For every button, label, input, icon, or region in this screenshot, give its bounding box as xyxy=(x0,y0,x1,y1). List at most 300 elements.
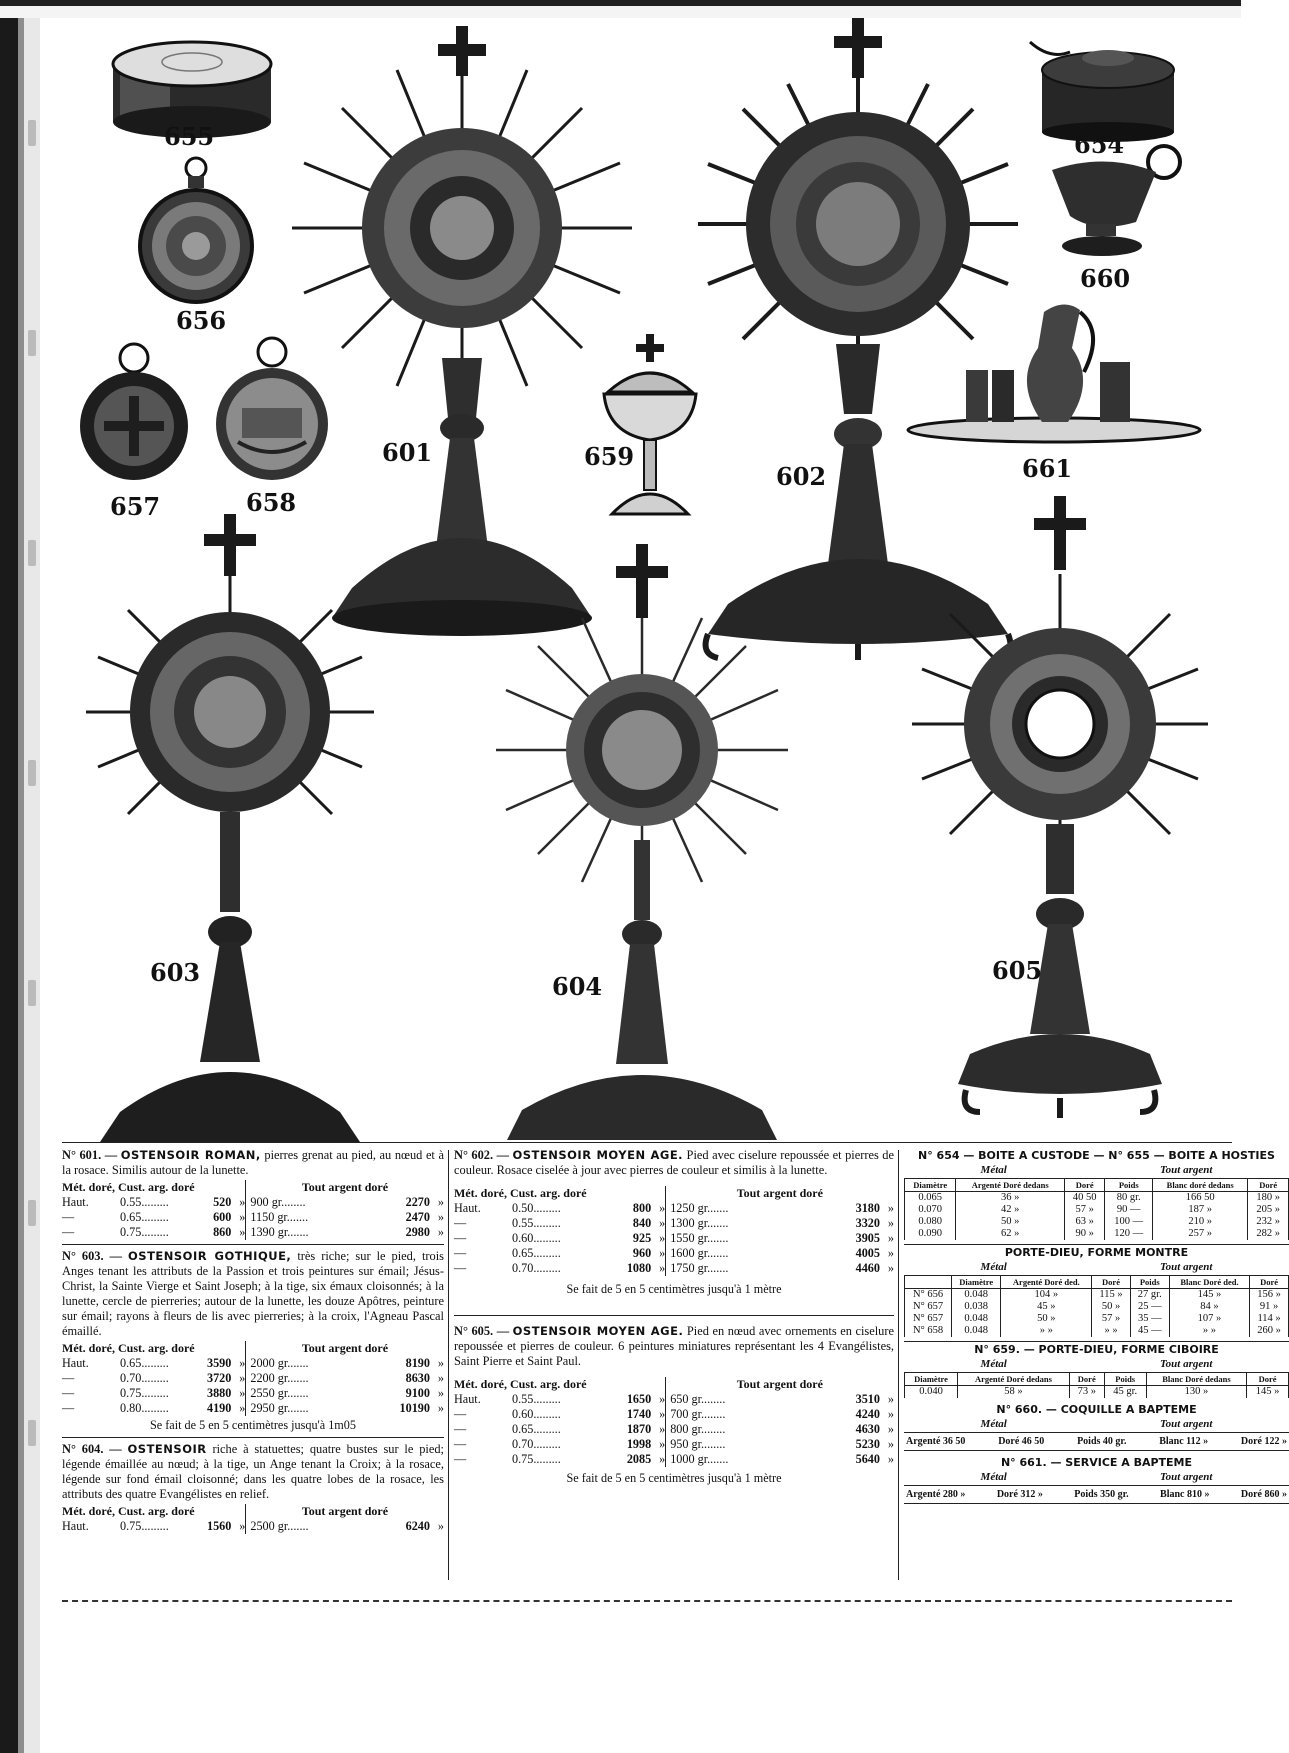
height-value: 0.60......... xyxy=(512,1407,561,1421)
entry-title: OSTENSOIR MOYEN AGE. xyxy=(512,1324,684,1338)
table-cell: 205 » xyxy=(1248,1204,1289,1216)
price-row xyxy=(454,1392,894,1407)
silver-price xyxy=(665,1392,894,1407)
column-header: Diamètre xyxy=(905,1373,958,1386)
silver-price xyxy=(665,1246,894,1261)
price-item: Argenté 280 » xyxy=(906,1489,966,1500)
table-cell: 0.090 xyxy=(905,1228,956,1240)
metal-price xyxy=(454,1452,665,1467)
table-subhead-silver: Tout argent xyxy=(1159,1261,1213,1273)
metal-price xyxy=(62,1371,245,1386)
entry-description: très riche; sur le pied, trois Anges tenant les attributs de la Passion et trois peintures sur émail; Jésus-Christ, la Sainte Vierge et Saint Joseph; à la tige, six émaux cloisonnés; à la lunette, cercle de pierreries; autour de la lunette, les douze Apôtres, peinture sur émail; rayons à fleurs de lis avec pierreries; à la croix, l'Agneau Pascal émaillé. xyxy=(62,1249,444,1338)
ditto-mark: » xyxy=(887,1437,894,1451)
metal-price-value: 2085 xyxy=(626,1452,652,1466)
height-value: 0.65......... xyxy=(120,1356,169,1370)
entry-description: Pied avec ciselure repoussée et pierres de couleur. Rosace ciselée à jour avec pierres de couleur et similis à la lunette. xyxy=(454,1148,894,1177)
table-cell: » » xyxy=(1092,1325,1130,1337)
silver-weight: 900 gr........ xyxy=(250,1195,306,1209)
table-cell: 282 » xyxy=(1248,1228,1289,1240)
entry-title: OSTENSOIR ROMAN, xyxy=(120,1148,261,1162)
price-header-silver: Tout argent doré xyxy=(245,1180,444,1195)
height-label: — xyxy=(454,1437,467,1451)
table-cell: » » xyxy=(1169,1325,1249,1337)
ditto-mark: » xyxy=(239,1356,246,1370)
silver-weight: 1000 gr....... xyxy=(670,1452,729,1466)
figure-number: 601 xyxy=(382,438,433,467)
metal-price xyxy=(454,1392,665,1407)
entry-number: N° 605. — xyxy=(454,1324,510,1338)
metal-price-value: 925 xyxy=(632,1231,652,1245)
price-rows xyxy=(454,1392,894,1467)
entry-title: OSTENSOIR MOYEN AGE. xyxy=(512,1148,684,1162)
metal-price-value: 800 xyxy=(632,1201,652,1215)
ditto-mark: » xyxy=(887,1392,894,1406)
table-cell: 45 — xyxy=(1130,1325,1169,1337)
silver-price xyxy=(245,1401,444,1416)
height-label: Haut. xyxy=(454,1392,481,1406)
table-cell: 0.048 xyxy=(952,1325,1001,1337)
table-cell: 62 » xyxy=(956,1228,1065,1240)
table-cell: 36 » xyxy=(956,1192,1065,1205)
metal-price-value: 960 xyxy=(632,1246,652,1260)
silver-price-value: 5230 xyxy=(855,1437,880,1451)
silver-price xyxy=(245,1386,444,1401)
ditto-mark: » xyxy=(239,1401,246,1415)
price-rows xyxy=(62,1195,444,1240)
silver-weight: 1150 gr....... xyxy=(250,1210,309,1224)
height-label: — xyxy=(62,1401,75,1415)
price-row xyxy=(454,1407,894,1422)
silver-weight: 700 gr........ xyxy=(670,1407,726,1421)
height-label: — xyxy=(62,1386,75,1400)
silver-price-value: 8630 xyxy=(405,1371,430,1385)
table-cell: 90 — xyxy=(1105,1204,1153,1216)
table-title: N° 661. — SERVICE A BAPTEME xyxy=(1000,1456,1193,1469)
figure-number: 658 xyxy=(246,488,297,517)
silver-weight: 2550 gr....... xyxy=(250,1386,309,1400)
table-subhead-silver: Tout argent xyxy=(1159,1418,1213,1430)
table-cell: 232 » xyxy=(1248,1216,1289,1228)
table-cell: 50 » xyxy=(1001,1313,1092,1325)
column-header: Argenté Doré dedans xyxy=(956,1179,1065,1192)
ditto-mark: » xyxy=(437,1401,444,1415)
top-rule xyxy=(62,1142,1232,1143)
figure-659-ciborium xyxy=(584,334,710,534)
table-cell: 100 — xyxy=(1105,1216,1153,1228)
metal-price xyxy=(454,1216,665,1231)
silver-price-value: 4630 xyxy=(855,1422,880,1436)
metal-price xyxy=(454,1422,665,1437)
height-value: 0.50......... xyxy=(512,1201,561,1215)
silver-price xyxy=(245,1519,444,1534)
silver-price-value: 3320 xyxy=(855,1216,880,1230)
table-cell: 104 » xyxy=(1001,1289,1092,1302)
table-cell: 130 » xyxy=(1146,1386,1246,1399)
column-header: Diamètre xyxy=(905,1179,956,1192)
height-label: — xyxy=(454,1407,467,1421)
silver-price xyxy=(665,1216,894,1231)
silver-weight: 2000 gr....... xyxy=(250,1356,309,1370)
ditto-mark: » xyxy=(887,1201,894,1215)
silver-price xyxy=(665,1452,894,1467)
price-row xyxy=(454,1452,894,1467)
table-header-row xyxy=(905,1373,1289,1386)
silver-weight: 950 gr........ xyxy=(670,1437,726,1451)
silver-price-value: 9100 xyxy=(405,1386,430,1400)
entry-number: N° 604. — xyxy=(62,1442,122,1456)
binding-mark xyxy=(28,980,36,1006)
silver-weight: 1300 gr....... xyxy=(670,1216,729,1230)
metal-price-value: 1080 xyxy=(626,1261,652,1275)
price-row xyxy=(62,1519,444,1534)
page-binding-edge xyxy=(0,0,40,1753)
table-cell: 27 gr. xyxy=(1130,1289,1169,1302)
metal-price-value: 520 xyxy=(213,1195,232,1209)
table-cell: 107 » xyxy=(1169,1313,1249,1325)
binding-mark xyxy=(28,120,36,146)
height-value: 0.75......... xyxy=(512,1452,561,1466)
price-item: Argenté 36 50 xyxy=(906,1436,966,1447)
column-header: Argenté Doré dedans xyxy=(958,1373,1070,1386)
table-cell: 0.065 xyxy=(905,1192,956,1205)
ditto-mark: » xyxy=(437,1371,444,1385)
metal-price xyxy=(454,1407,665,1422)
metal-price xyxy=(454,1201,665,1216)
price-item: Poids 40 gr. xyxy=(1077,1436,1127,1447)
binding-mark xyxy=(28,1200,36,1226)
column-header: Doré xyxy=(1069,1373,1104,1386)
table-cell: 257 » xyxy=(1152,1228,1247,1240)
silver-price xyxy=(245,1195,444,1210)
column-header: Doré xyxy=(1064,1179,1105,1192)
price-row xyxy=(454,1437,894,1452)
table-cell: 45 gr. xyxy=(1104,1386,1146,1399)
height-label: — xyxy=(454,1452,467,1466)
silver-price-value: 6240 xyxy=(405,1519,430,1533)
entry-602 xyxy=(454,1148,894,1297)
table-subhead-silver: Tout argent xyxy=(1159,1164,1213,1176)
table-cell: 42 » xyxy=(956,1204,1065,1216)
metal-price xyxy=(62,1225,245,1240)
figure-number: 604 xyxy=(552,972,603,1001)
entry-number: N° 603. — xyxy=(62,1249,122,1263)
table-row xyxy=(905,1325,1289,1337)
figure-number: 657 xyxy=(110,492,161,521)
height-label: Haut. xyxy=(454,1201,481,1215)
silver-price xyxy=(665,1231,894,1246)
table-cell: 145 » xyxy=(1247,1386,1289,1399)
silver-price xyxy=(665,1201,894,1216)
table-cell: 50 » xyxy=(956,1216,1065,1228)
table-cell: 35 — xyxy=(1130,1313,1169,1325)
table-cell: 180 » xyxy=(1248,1192,1289,1205)
table-cell: 63 » xyxy=(1064,1216,1105,1228)
ditto-mark: » xyxy=(239,1371,246,1385)
table-cell: 45 » xyxy=(1001,1301,1092,1313)
metal-price-value: 1870 xyxy=(626,1422,652,1436)
price-row xyxy=(454,1216,894,1231)
table-cell: N° 657 xyxy=(905,1313,952,1325)
metal-price-value: 1650 xyxy=(626,1392,652,1406)
price-item: Doré 122 » xyxy=(1240,1436,1287,1447)
metal-price xyxy=(454,1231,665,1246)
silver-weight: 2200 gr....... xyxy=(250,1371,309,1385)
price-item: Doré 46 50 xyxy=(998,1436,1045,1447)
metal-price-value: 3590 xyxy=(206,1356,232,1370)
table-cell: 145 » xyxy=(1169,1289,1249,1302)
entry-description: pierres grenat au pied, au nœud et à la rosace. Similis autour de la lunette. xyxy=(62,1148,444,1177)
entry-603 xyxy=(62,1249,444,1433)
catalog-text xyxy=(62,1148,1287,1598)
entry-description: riche à statuettes; quatre bustes sur le pied; légende émaillée au nœud; à la tige, un Ange tenant la Croix; à la rosace, légende sur fond émail cloisonné; dans les quatre lobes de la rosace, les attributs des quatre Evangélistes en relief. xyxy=(62,1442,444,1501)
column-header: Poids xyxy=(1105,1179,1153,1192)
silver-weight: 1250 gr....... xyxy=(670,1201,729,1215)
silver-price-value: 4005 xyxy=(855,1246,880,1260)
silver-price-value: 10190 xyxy=(399,1401,430,1415)
table-row xyxy=(905,1228,1289,1240)
silver-weight: 2500 gr....... xyxy=(250,1519,309,1533)
height-label: — xyxy=(454,1261,467,1275)
ditto-mark: » xyxy=(437,1356,444,1370)
baptism-service-prices xyxy=(904,1485,1289,1504)
column-header: Argenté Doré ded. xyxy=(1001,1276,1092,1289)
figure-number: 603 xyxy=(150,958,201,987)
silver-weight: 1750 gr....... xyxy=(670,1261,729,1275)
figure-604-monstrance xyxy=(492,540,792,1150)
figure-number: 655 xyxy=(164,122,215,151)
entry-number: N° 602. — xyxy=(454,1148,509,1162)
table-cell: 91 » xyxy=(1250,1301,1289,1313)
silver-weight: 1390 gr....... xyxy=(250,1225,309,1239)
silver-price xyxy=(665,1422,894,1437)
column-1 xyxy=(62,1148,444,1534)
column-separator xyxy=(898,1150,899,1580)
bottom-rule xyxy=(62,1600,1232,1602)
ditto-mark: » xyxy=(239,1386,246,1400)
silver-price-value: 2270 xyxy=(405,1195,430,1209)
size-note: Se fait de 5 en 5 centimètres jusqu'à 1 mètre xyxy=(566,1282,782,1296)
price-item: Blanc 810 » xyxy=(1160,1489,1210,1500)
silver-price xyxy=(665,1407,894,1422)
price-item: Doré 312 » xyxy=(996,1489,1043,1500)
height-value: 0.70......... xyxy=(120,1371,169,1385)
height-value: 0.65......... xyxy=(120,1210,169,1224)
binding-mark xyxy=(28,1420,36,1446)
price-row xyxy=(62,1225,444,1240)
silver-weight: 2950 gr....... xyxy=(250,1401,309,1415)
box-price-table xyxy=(904,1178,1289,1240)
table-subhead-silver: Tout argent xyxy=(1159,1471,1213,1483)
metal-price-value: 3880 xyxy=(206,1386,232,1400)
metal-price-value: 860 xyxy=(213,1225,232,1239)
figure-number: 605 xyxy=(992,956,1043,985)
table-cell: 120 — xyxy=(1105,1228,1153,1240)
ditto-mark: » xyxy=(659,1246,666,1260)
metal-price-value: 1560 xyxy=(206,1519,232,1533)
table-cell: 58 » xyxy=(958,1386,1070,1399)
height-value: 0.60......... xyxy=(512,1231,561,1245)
entry-title: OSTENSOIR GOTHIQUE, xyxy=(128,1249,292,1263)
height-value: 0.65......... xyxy=(512,1246,561,1260)
height-label: Haut. xyxy=(62,1195,89,1209)
height-value: 0.55......... xyxy=(512,1392,561,1406)
table-cell: 114 » xyxy=(1250,1313,1289,1325)
silver-weight: 800 gr........ xyxy=(670,1422,726,1436)
table-cell: 90 » xyxy=(1064,1228,1105,1240)
ditto-mark: » xyxy=(659,1422,666,1436)
price-row xyxy=(62,1386,444,1401)
silver-price-value: 3905 xyxy=(855,1231,880,1245)
silver-price-value: 4460 xyxy=(855,1261,880,1275)
table-cell: » » xyxy=(1001,1325,1092,1337)
price-rows xyxy=(62,1356,444,1416)
height-label: Haut. xyxy=(62,1519,89,1533)
ditto-mark: » xyxy=(437,1210,444,1224)
ditto-mark: » xyxy=(239,1225,246,1239)
price-row xyxy=(62,1195,444,1210)
figure-661-baptism-service xyxy=(904,292,1204,482)
ditto-mark: » xyxy=(887,1246,894,1260)
porte-dieu-montre-table xyxy=(904,1275,1289,1337)
column-header xyxy=(905,1276,952,1289)
price-row xyxy=(62,1356,444,1371)
table-cell: 210 » xyxy=(1152,1216,1247,1228)
height-label: — xyxy=(62,1225,75,1239)
table-row xyxy=(905,1204,1289,1216)
height-value: 0.70......... xyxy=(512,1261,561,1275)
metal-price xyxy=(454,1437,665,1452)
table-cell: 260 » xyxy=(1250,1325,1289,1337)
price-header-silver: Tout argent doré xyxy=(665,1377,894,1392)
height-value: 0.75......... xyxy=(120,1386,169,1400)
price-header-metal: Mét. doré, Cust. arg. doré xyxy=(62,1180,195,1194)
column-header: Doré xyxy=(1248,1179,1289,1192)
figure-number: 656 xyxy=(176,306,227,335)
baptism-shell-prices xyxy=(904,1432,1289,1451)
entry-605 xyxy=(454,1324,894,1486)
table-cell: N° 658 xyxy=(905,1325,952,1337)
table-cell: 80 gr. xyxy=(1105,1192,1153,1205)
entry-604 xyxy=(62,1442,444,1534)
table-cell: 156 » xyxy=(1250,1289,1289,1302)
figure-656-pyx xyxy=(136,154,256,334)
entry-title: OSTENSOIR xyxy=(127,1442,207,1456)
table-row xyxy=(905,1313,1289,1325)
column-header: Blanc Doré ded. xyxy=(1169,1276,1249,1289)
price-header-silver: Tout argent doré xyxy=(245,1504,444,1519)
height-label: Haut. xyxy=(62,1356,89,1370)
ditto-mark: » xyxy=(659,1231,666,1245)
silver-price-value: 3180 xyxy=(855,1201,880,1215)
ditto-mark: » xyxy=(659,1201,666,1215)
price-row xyxy=(454,1231,894,1246)
table-subhead-silver: Tout argent xyxy=(1159,1358,1213,1370)
figure-660-baptism-shell xyxy=(1046,142,1196,292)
height-label: — xyxy=(62,1210,75,1224)
silver-price xyxy=(245,1356,444,1371)
silver-price xyxy=(665,1437,894,1452)
page-top-edge xyxy=(0,0,1241,18)
silver-price xyxy=(245,1225,444,1240)
table-title: N° 654 — BOITE A CUSTODE — N° 655 — BOITE A HOSTIES xyxy=(918,1149,1275,1162)
figure-603-monstrance xyxy=(80,512,380,1152)
price-item: Doré 860 » xyxy=(1240,1489,1287,1500)
price-rows xyxy=(62,1519,444,1534)
ditto-mark: » xyxy=(887,1407,894,1421)
price-row xyxy=(454,1201,894,1216)
table-row xyxy=(905,1192,1289,1205)
price-header-metal: Mét. doré, Cust. arg. doré xyxy=(62,1341,195,1355)
table-cell: 0.048 xyxy=(952,1313,1001,1325)
price-item: Poids 350 gr. xyxy=(1074,1489,1129,1500)
table-cell: 187 » xyxy=(1152,1204,1247,1216)
metal-price-value: 4190 xyxy=(206,1401,232,1415)
ditto-mark: » xyxy=(239,1195,246,1209)
table-cell: 166 50 xyxy=(1152,1192,1247,1205)
height-value: 0.55......... xyxy=(512,1216,561,1230)
height-label: — xyxy=(62,1371,75,1385)
column-header: Doré xyxy=(1250,1276,1289,1289)
entry-number: N° 601. — xyxy=(62,1148,118,1162)
metal-price xyxy=(62,1210,245,1225)
silver-price-value: 3510 xyxy=(855,1392,880,1406)
height-value: 0.65......... xyxy=(512,1422,561,1436)
metal-price-value: 1998 xyxy=(626,1437,652,1451)
price-header-silver: Tout argent doré xyxy=(665,1186,894,1201)
ditto-mark: » xyxy=(659,1216,666,1230)
table-header-row xyxy=(905,1179,1289,1192)
table-cell: 0.048 xyxy=(952,1289,1001,1302)
metal-price-value: 600 xyxy=(213,1210,232,1224)
height-label: — xyxy=(454,1246,467,1260)
metal-price xyxy=(454,1261,665,1276)
figure-655-host-box xyxy=(108,34,278,154)
ditto-mark: » xyxy=(437,1386,444,1400)
table-cell: 50 » xyxy=(1092,1301,1130,1313)
column-header: Doré xyxy=(1247,1373,1289,1386)
figure-number: 654 xyxy=(1074,130,1125,159)
size-note: Se fait de 5 en 5 centimètres jusqu'à 1 mètre xyxy=(566,1471,782,1485)
table-header-row xyxy=(905,1276,1289,1289)
column-separator xyxy=(448,1150,449,1580)
height-value: 0.70......... xyxy=(512,1437,561,1451)
height-value: 0.75......... xyxy=(120,1519,169,1533)
table-cell: 57 » xyxy=(1064,1204,1105,1216)
price-row xyxy=(62,1401,444,1416)
column-header: Poids xyxy=(1104,1373,1146,1386)
metal-price-value: 840 xyxy=(632,1216,652,1230)
table-row xyxy=(905,1216,1289,1228)
ditto-mark: » xyxy=(887,1216,894,1230)
column-2 xyxy=(454,1148,894,1489)
height-label: — xyxy=(454,1216,467,1230)
table-cell: 0.070 xyxy=(905,1204,956,1216)
silver-price xyxy=(665,1261,894,1276)
ditto-mark: » xyxy=(659,1437,666,1451)
metal-price xyxy=(454,1246,665,1261)
table-row xyxy=(905,1386,1289,1399)
table-cell: 25 — xyxy=(1130,1301,1169,1313)
column-header: Blanc doré dedans xyxy=(1152,1179,1247,1192)
ditto-mark: » xyxy=(437,1195,444,1209)
table-subhead-metal: Métal xyxy=(980,1164,1007,1176)
table-cell: 57 » xyxy=(1092,1313,1130,1325)
table-row xyxy=(905,1301,1289,1313)
price-header-metal: Mét. doré, Cust. arg. doré xyxy=(454,1186,587,1200)
table-cell: N° 657 xyxy=(905,1301,952,1313)
entry-601 xyxy=(62,1148,444,1240)
metal-price xyxy=(62,1401,245,1416)
